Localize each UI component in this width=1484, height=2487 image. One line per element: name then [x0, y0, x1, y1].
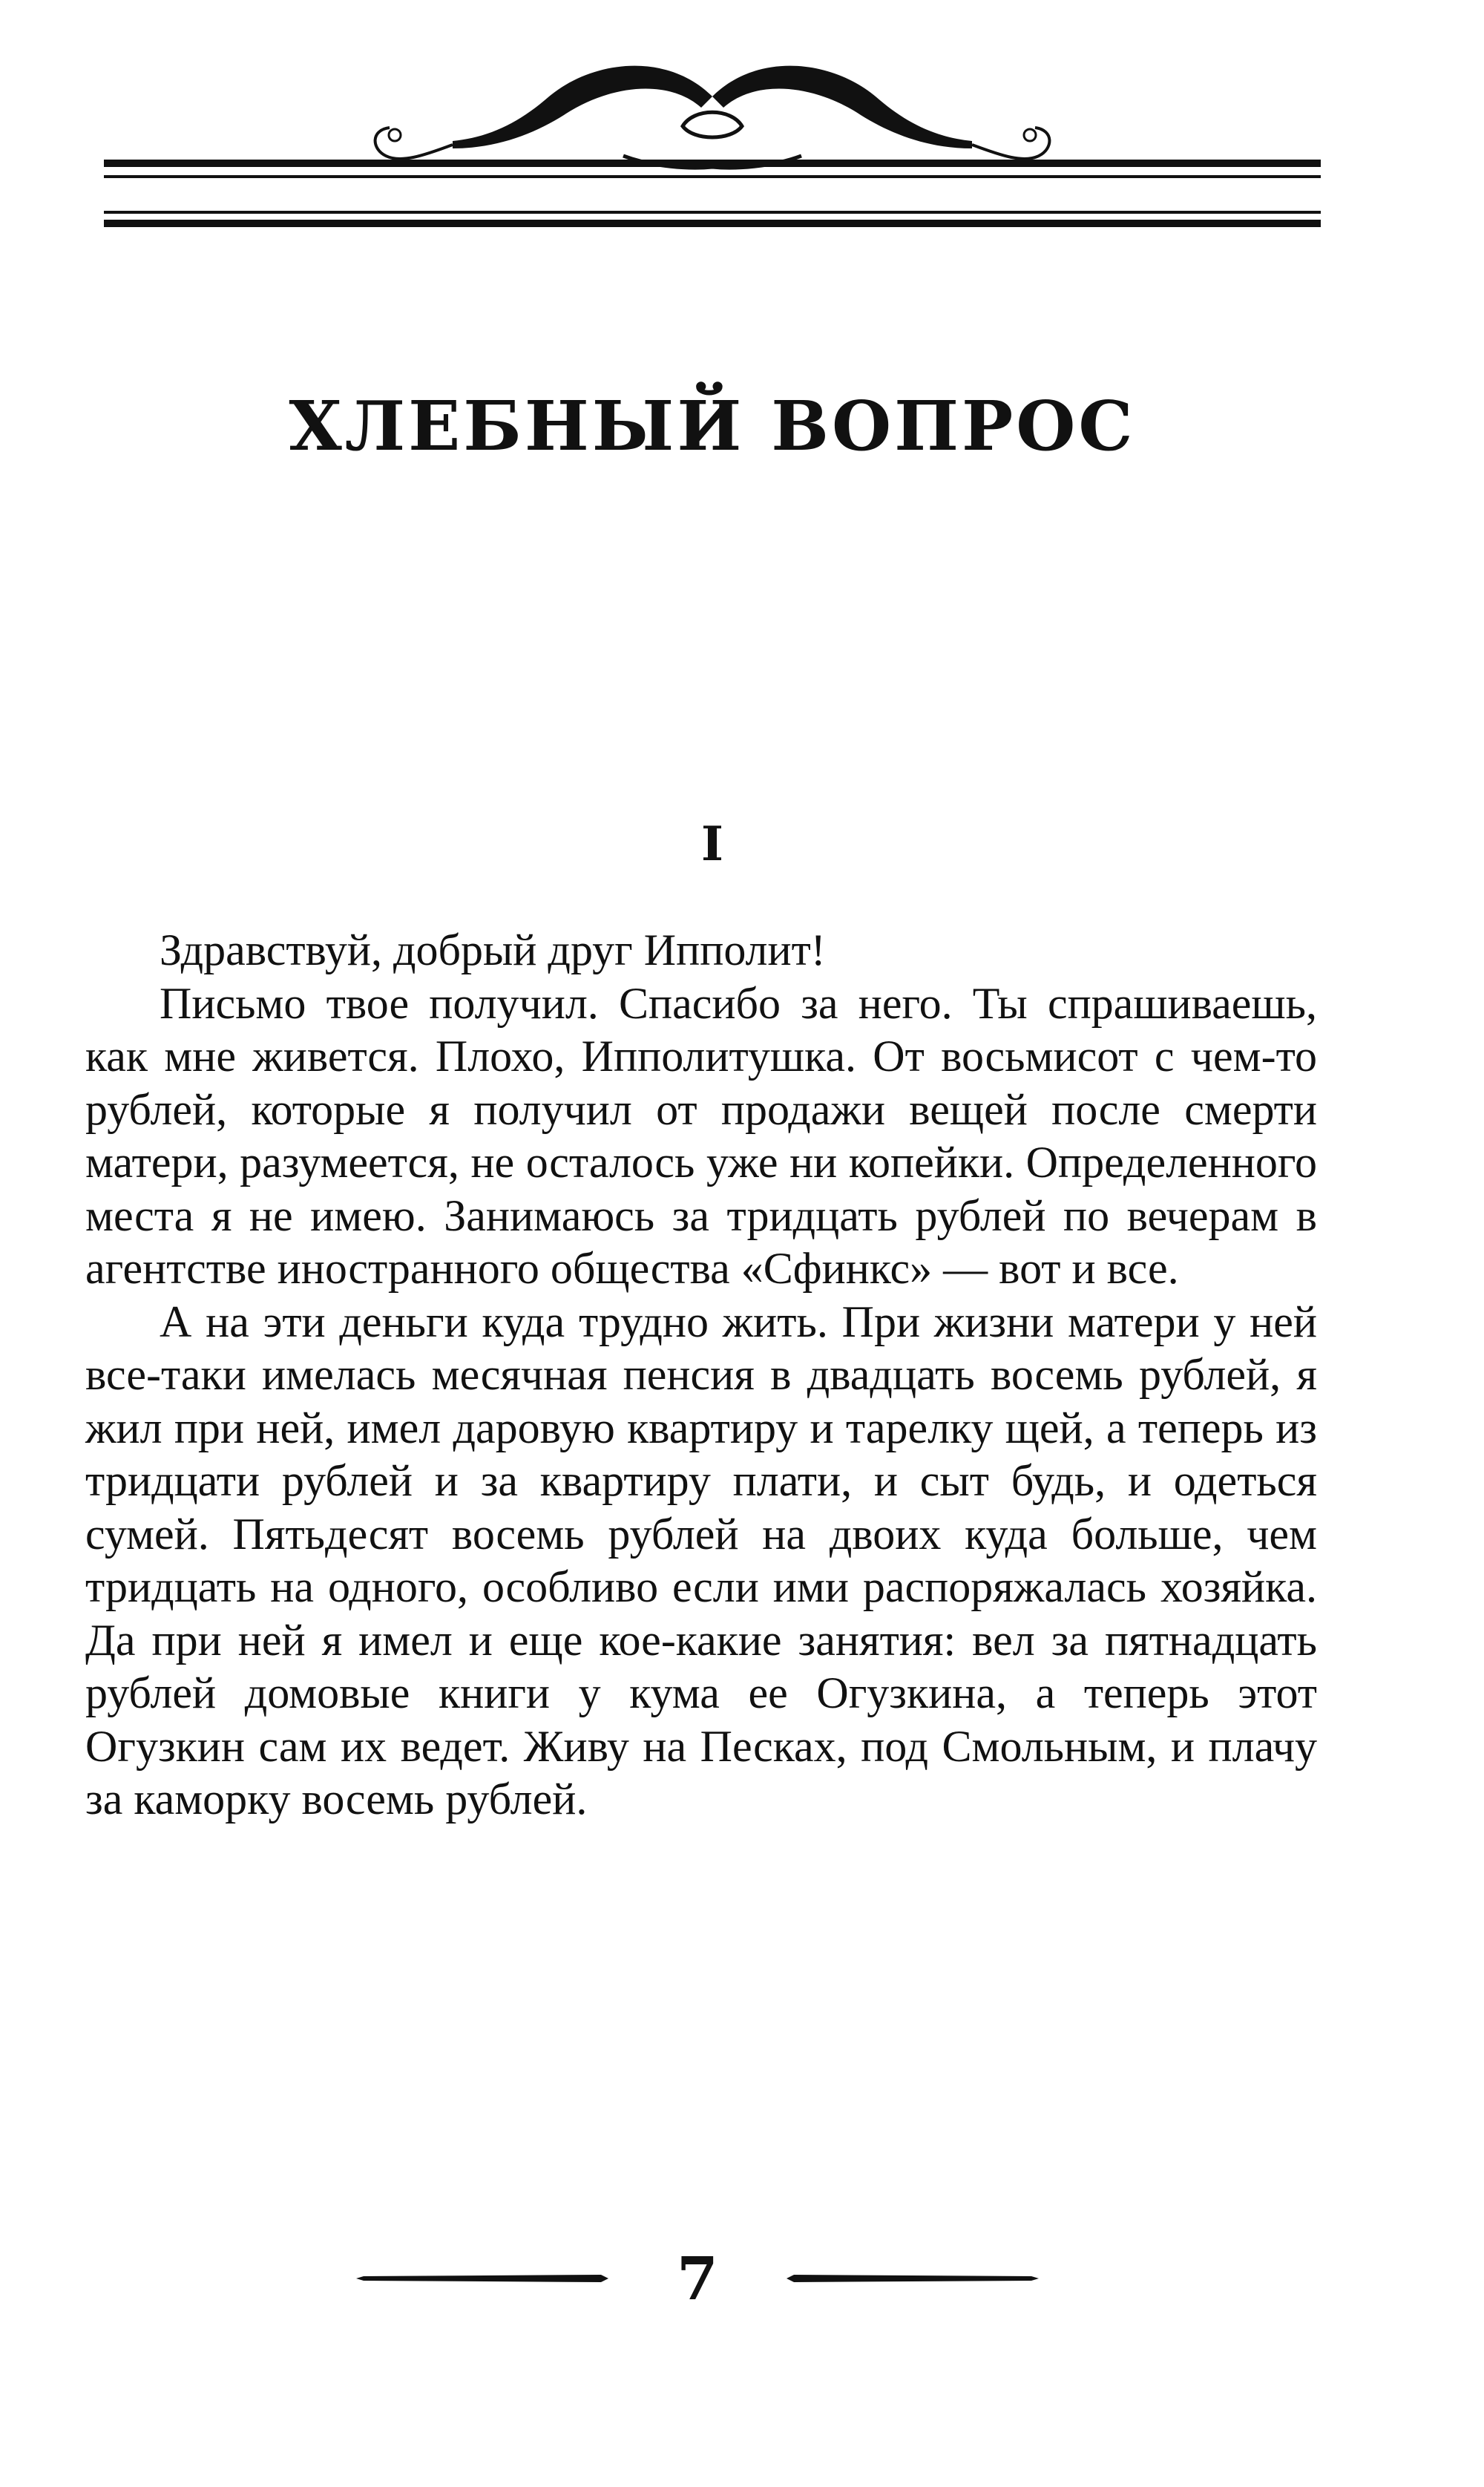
paragraph: Здравствуй, добрый друг Ипполит! — [160, 925, 826, 974]
chapter-number: I — [701, 816, 723, 872]
story-title: ХЛЕБНЫЙ ВОПРОС — [289, 386, 1136, 466]
paragraph: Письмо твое получил. Спасибо за него. Ты спрашиваешь, как мне живется. Плохо, Ипполитушка. От восьмисот с чем-то рублей, которые я получил от продажи вещей после смерти матери, разумеется, не осталось уже ни копейки. Определенного места я не имею. Занимаюсь за тридцать рублей по вечерам в агентстве иностранного общества «Сфинкс» — вот и все. — [85, 978, 1317, 1293]
flourish-icon — [375, 66, 1050, 168]
paragraph: А на эти деньги куда трудно жить. При жизни матери у ней все-таки имелась месячная пенсия в двадцать восемь рублей, я жил при ней, имел даровую квартиру и тарелку щей, а теперь из тридцати рублей и за квартиру плати, и сыт будь, и одеться сумей. Пятьдесят восемь рублей на двоих куда больше, чем тридцать на одного, особливо если ими распоряжалась хозяйка. Да при ней я имел и еще кое-какие занятия: вел за пятнадцать рублей домовые книги у кума ее Огузкина, а теперь этот Огузкин сам их ведет. Живу на Песках, под Смольным, и плачу за каморку восемь рублей. — [85, 1297, 1317, 1824]
body-text — [85, 924, 1317, 1826]
header-rule-bottom — [104, 211, 1321, 214]
header-rule-top — [104, 160, 1321, 167]
page-footer — [356, 2241, 1039, 2316]
page-number: 7 — [677, 2244, 718, 2313]
header-ornament — [104, 45, 1321, 237]
